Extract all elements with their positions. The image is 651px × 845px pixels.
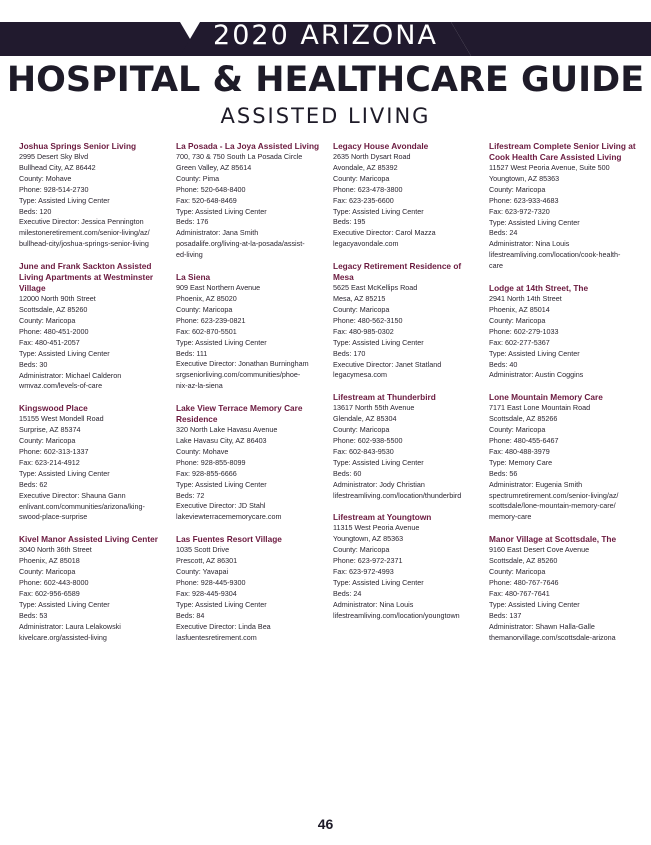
facility-detail-line: lakeviewterracememorycare.com xyxy=(176,512,282,522)
facility-entry xyxy=(19,403,169,523)
facility-entry xyxy=(489,534,641,643)
facility-detail-line: Fax: 623-972-7320 xyxy=(489,206,550,216)
facility-detail-line: County: Maricopa xyxy=(333,304,390,314)
facility-detail-line: Type: Assisted Living Center xyxy=(176,479,267,489)
facility-detail-line: County: Pima xyxy=(176,173,220,183)
facility-detail-line: Fax: 928-855-6666 xyxy=(176,468,237,478)
facility-name: Legacy Retirement Residence of Mesa xyxy=(333,261,462,283)
listing-column-1 xyxy=(19,141,169,655)
facility-detail-line: Beds: 24 xyxy=(333,588,362,598)
facility-detail-line: Type: Assisted Living Center xyxy=(176,337,267,347)
facility-detail-line: Lake Havasu City, AZ 86403 xyxy=(176,436,267,446)
facility-detail-line: Administrator: Austin Coggins xyxy=(489,370,584,380)
facility-detail-line: 320 North Lake Havasu Avenue xyxy=(176,425,278,435)
facility-detail-line: Beds: 195 xyxy=(333,217,366,227)
banner-year-state: 2020 ARIZONA xyxy=(213,20,438,51)
facility-name: Lone Mountain Memory Care xyxy=(489,392,603,403)
facility-detail-line: Phone: 623-478-3800 xyxy=(333,184,403,194)
facility-detail-line: Fax: 623-972-4993 xyxy=(333,567,394,577)
facility-detail-line: srgseniorliving.com/communities/phoe- xyxy=(176,370,301,380)
facility-detail-line: Phone: 480-455-6467 xyxy=(489,436,559,446)
facility-entry xyxy=(333,512,483,621)
facility-detail-line: Phone: 623-239-0821 xyxy=(176,315,246,325)
facility-entry xyxy=(176,272,326,392)
facility-detail-line: Phoenix, AZ 85018 xyxy=(19,556,80,566)
facility-detail-line: County: Maricopa xyxy=(19,436,76,446)
facility-entry xyxy=(489,141,641,272)
facility-name: Lifestream at Youngtown xyxy=(333,512,432,523)
facility-detail-line: Type: Assisted Living Center xyxy=(489,217,580,227)
facility-name: La Posada - La Joya Assisted Living xyxy=(176,141,320,151)
facility-name: June and Frank Sackton Assisted Living Apartments at Westminster Village xyxy=(19,261,154,294)
facility-detail-line: Executive Director: Jessica Pennington xyxy=(19,217,144,227)
facility-detail-line: Scottsdale, AZ 85266 xyxy=(489,414,558,424)
facility-detail-line: enlivant.com/communities/arizona/king- xyxy=(19,501,145,511)
facility-detail-line: County: Maricopa xyxy=(333,545,390,555)
facility-detail-line: swood-place-surprise xyxy=(19,512,88,522)
facility-detail-line: Prescott, AZ 86301 xyxy=(176,556,238,566)
facility-detail-line: Fax: 480-451-2057 xyxy=(19,337,80,347)
facility-detail-line: Type: Assisted Living Center xyxy=(489,599,580,609)
facility-name: Las Fuentes Resort Village xyxy=(176,534,282,545)
facility-name: La Siena xyxy=(176,272,211,283)
facility-detail-line: legacyavondale.com xyxy=(333,239,399,249)
facility-detail-line: wmvaz.com/levels-of-care xyxy=(19,381,103,391)
facility-detail-line: Type: Assisted Living Center xyxy=(333,206,424,216)
facility-detail-line: Avondale, AZ 85392 xyxy=(333,162,398,172)
facility-detail-line: legacymesa.com xyxy=(333,370,387,380)
page-title: HOSPITAL & HEALTHCARE GUIDE xyxy=(6,60,645,100)
facility-name: Legacy House Avondale xyxy=(333,141,429,151)
facility-detail-line: Youngtown, AZ 85363 xyxy=(333,534,404,544)
facility-detail-line: County: Yavapai xyxy=(176,567,229,577)
facility-detail-line: County: Maricopa xyxy=(489,315,546,325)
facility-detail-line: Phone: 928-855-8099 xyxy=(176,457,246,467)
facility-detail-line: 2941 North 14th Street xyxy=(489,294,562,304)
facility-detail-line: Executive Director: JD Stahl xyxy=(176,501,266,511)
facility-detail-line: Beds: 111 xyxy=(176,348,208,358)
facility-detail-line: care xyxy=(489,261,503,271)
facility-detail-line: 2635 North Dysart Road xyxy=(333,152,411,161)
facility-detail-line: Phone: 602-313-1337 xyxy=(19,447,89,457)
facility-detail-line: Executive Director: Jonathan Burningham xyxy=(176,359,309,369)
facility-detail-line: Beds: 53 xyxy=(19,610,48,620)
facility-detail-line: 15155 West Mondell Road xyxy=(19,414,104,424)
header-banner xyxy=(0,0,651,56)
facility-detail-line: Phone: 928-514-2730 xyxy=(19,184,89,194)
facility-detail-line: Phone: 480-451-2000 xyxy=(19,326,89,336)
facility-detail-line: 13617 North 55th Avenue xyxy=(333,403,415,413)
facility-name: Kingswood Place xyxy=(19,403,88,414)
facility-detail-line: 11315 West Peoria Avenue xyxy=(333,523,420,533)
facility-detail-line: Phone: 623-933-4683 xyxy=(489,195,559,205)
facility-detail-line: scottsdale/lone-mountain-memory-care/ xyxy=(489,501,616,511)
facility-detail-line: lasfuentesretirement.com xyxy=(176,632,257,642)
facility-entry xyxy=(176,534,326,643)
facility-detail-line: Type: Assisted Living Center xyxy=(333,337,424,347)
facility-detail-line: 5625 East McKellips Road xyxy=(333,283,418,293)
facility-detail-line: Type: Assisted Living Center xyxy=(19,468,110,478)
facility-name: Manor Village at Scottsdale, The xyxy=(489,534,617,545)
facility-detail-line: lifestreamliving.com/location/youngtown xyxy=(333,610,460,620)
facility-detail-line: bullhead-city/joshua-springs-senior-living xyxy=(19,239,149,249)
facility-detail-line: Glendale, AZ 85304 xyxy=(333,414,397,424)
facility-detail-line: Type: Assisted Living Center xyxy=(19,195,110,205)
facility-detail-line: Administrator: Nina Louis xyxy=(489,239,570,249)
facility-entry xyxy=(489,392,641,523)
facility-detail-line: Bullhead City, AZ 86442 xyxy=(19,162,96,172)
facility-detail-line: County: Maricopa xyxy=(489,184,546,194)
facility-detail-line: 12000 North 90th Street xyxy=(19,294,96,304)
facility-detail-line: Administrator: Nina Louis xyxy=(333,599,414,609)
facility-detail-line: Beds: 62 xyxy=(19,479,48,489)
facility-entry xyxy=(489,283,641,381)
page-number: 46 xyxy=(317,816,334,832)
facility-detail-line: County: Maricopa xyxy=(489,425,546,435)
facility-detail-line: Type: Assisted Living Center xyxy=(333,457,424,467)
facility-detail-line: County: Maricopa xyxy=(19,315,76,325)
facility-detail-line: Beds: 120 xyxy=(19,206,52,216)
facility-entry xyxy=(333,261,483,381)
facility-detail-line: memory-care xyxy=(489,512,532,522)
listing-column-3 xyxy=(333,141,483,633)
facility-detail-line: 9160 East Desert Cove Avenue xyxy=(489,545,590,555)
facility-detail-line: Phoenix, AZ 85014 xyxy=(489,304,550,314)
facility-detail-line: Executive Director: Carol Mazza xyxy=(333,228,436,238)
facility-detail-line: Youngtown, AZ 85363 xyxy=(489,173,560,183)
facility-detail-line: County: Maricopa xyxy=(489,567,546,577)
facility-detail-line: 3040 North 36th Street xyxy=(19,545,92,555)
facility-detail-line: Phone: 480-767-7646 xyxy=(489,578,559,587)
facility-detail-line: themanorvillage.com/scottsdale-arizona xyxy=(489,632,616,642)
facility-name: Lifestream Complete Senior Living at Cook Health Care Assisted Living xyxy=(489,141,636,162)
facility-entry xyxy=(19,534,169,643)
facility-detail-line: Executive Director: Janet Statland xyxy=(333,359,442,369)
facility-detail-line: Executive Director: Linda Bea xyxy=(176,621,271,631)
facility-detail-line: spectrumretirement.com/senior-living/az/ xyxy=(489,490,619,500)
facility-detail-line: kivelcare.org/assisted-living xyxy=(19,632,107,642)
section-title: ASSISTED LIVING xyxy=(220,104,431,128)
facility-detail-line: Administrator: Michael Calderon xyxy=(19,370,122,380)
facility-detail-line: Type: Assisted Living Center xyxy=(176,599,267,609)
facility-detail-line: Fax: 480-488-3979 xyxy=(489,446,550,456)
facility-detail-line: Fax: 520-648-8469 xyxy=(176,195,237,205)
facility-detail-line: Beds: 176 xyxy=(176,217,209,227)
facility-detail-line: Type: Assisted Living Center xyxy=(19,348,110,358)
facility-detail-line: Fax: 623-214-4912 xyxy=(19,457,80,467)
facility-detail-line: Beds: 56 xyxy=(489,468,518,478)
facility-entry xyxy=(333,141,483,250)
facility-detail-line: Beds: 60 xyxy=(333,468,362,478)
facility-detail-line: Administrator: Jody Christian xyxy=(333,479,425,489)
facility-detail-line: Beds: 170 xyxy=(333,348,366,358)
listing-column-2 xyxy=(176,141,326,654)
facility-detail-line: Type: Memory Care xyxy=(489,457,553,467)
facility-detail-line: Type: Assisted Living Center xyxy=(489,348,580,358)
facility-detail-line: Fax: 480-985-0302 xyxy=(333,326,394,336)
facility-detail-line: Phone: 480-562-3150 xyxy=(333,315,403,325)
facility-detail-line: Fax: 602-870-5501 xyxy=(176,326,237,336)
facility-detail-line: County: Mohave xyxy=(176,446,229,456)
facility-detail-line: Beds: 40 xyxy=(489,359,518,369)
facility-detail-line: ed-living xyxy=(176,250,203,260)
facility-detail-line: Type: Assisted Living Center xyxy=(19,599,110,609)
facility-detail-line: Administrator: Laura Lelakowski xyxy=(19,621,121,631)
facility-detail-line: Phone: 623-972-2371 xyxy=(333,556,403,566)
facility-detail-line: 11527 West Peoria Avenue, Suite 500 xyxy=(489,163,610,172)
facility-detail-line: Administrator: Jana Smith xyxy=(176,228,259,238)
facility-detail-line: County: Mohave xyxy=(19,173,72,183)
facility-detail-line: posadalife.org/living-at-la-posada/assist- xyxy=(176,239,305,249)
facility-detail-line: nix-az-la-siena xyxy=(176,381,223,391)
facility-detail-line: Phone: 602-938-5500 xyxy=(333,436,403,446)
facility-name: Kivel Manor Assisted Living Center xyxy=(19,534,158,545)
facility-detail-line: Scottsdale, AZ 85260 xyxy=(489,556,558,566)
facility-detail-line: Beds: 72 xyxy=(176,490,205,500)
facility-detail-line: Administrator: Shawn Halla-Galle xyxy=(489,621,595,631)
facility-detail-line: Fax: 602-956-6589 xyxy=(19,589,80,598)
banner-top-space xyxy=(0,0,651,22)
facility-detail-line: 700, 730 & 750 South La Posada Circle xyxy=(176,152,303,161)
facility-detail-line: Fax: 623-235-6600 xyxy=(333,195,394,205)
facility-detail-line: Beds: 137 xyxy=(489,610,522,620)
facility-entry xyxy=(333,392,483,501)
facility-detail-line: Executive Director: Shauna Gann xyxy=(19,490,126,500)
facility-detail-line: Beds: 84 xyxy=(176,610,205,620)
facility-name: Joshua Springs Senior Living xyxy=(19,141,137,151)
facility-detail-line: County: Maricopa xyxy=(333,425,390,435)
facility-detail-line: milestoneretirement.com/senior-living/az/ xyxy=(19,228,150,238)
facility-detail-line: Phone: 520-648-8400 xyxy=(176,184,246,194)
facility-detail-line: Fax: 480-767-7641 xyxy=(489,588,550,598)
facility-detail-line: Phone: 928-445-9300 xyxy=(176,578,246,587)
facility-detail-line: 909 East Northern Avenue xyxy=(176,283,261,293)
facility-detail-line: 1035 Scott Drive xyxy=(176,545,230,555)
facility-name: Lifestream at Thunderbird xyxy=(333,392,436,403)
facility-detail-line: Beds: 30 xyxy=(19,359,48,369)
facility-entry xyxy=(19,141,169,250)
facility-detail-line: Phoenix, AZ 85020 xyxy=(176,293,237,303)
facility-entry xyxy=(176,403,326,523)
facility-name: Lodge at 14th Street, The xyxy=(489,283,589,294)
facility-detail-line: County: Maricopa xyxy=(333,173,390,183)
facility-detail-line: Green Valley, AZ 85614 xyxy=(176,162,252,172)
facility-detail-line: Mesa, AZ 85215 xyxy=(333,294,386,304)
facility-detail-line: lifestreamliving.com/location/thunderbird xyxy=(333,490,462,500)
facility-detail-line: Fax: 602-277-5367 xyxy=(489,337,550,347)
facility-detail-line: 7171 East Lone Mountain Road xyxy=(489,403,591,413)
listing-column-4 xyxy=(489,141,641,654)
facility-detail-line: Scottsdale, AZ 85260 xyxy=(19,305,88,315)
facility-entry xyxy=(19,261,169,392)
facility-detail-line: lifestreamliving.com/location/cook-health- xyxy=(489,250,621,260)
facility-entry xyxy=(176,141,326,261)
facility-detail-line: Phone: 602-279-1033 xyxy=(489,326,559,336)
facility-detail-line: Fax: 602-843-9530 xyxy=(333,446,394,456)
facility-detail-line: County: Maricopa xyxy=(176,304,233,314)
facility-detail-line: Phone: 602-443-8000 xyxy=(19,578,89,588)
facility-detail-line: 2995 Desert Sky Blvd xyxy=(19,152,89,161)
facility-detail-line: Surprise, AZ 85374 xyxy=(19,425,81,435)
facility-name: Lake View Terrace Memory Care Residence xyxy=(176,403,303,425)
facility-detail-line: County: Maricopa xyxy=(19,567,76,577)
facility-detail-line: Type: Assisted Living Center xyxy=(176,206,267,216)
facility-detail-line: Administrator: Eugenia Smith xyxy=(489,479,583,489)
facility-detail-line: Beds: 24 xyxy=(489,228,518,238)
facility-detail-line: Type: Assisted Living Center xyxy=(333,578,424,587)
facility-detail-line: Fax: 928-445-9304 xyxy=(176,588,237,598)
